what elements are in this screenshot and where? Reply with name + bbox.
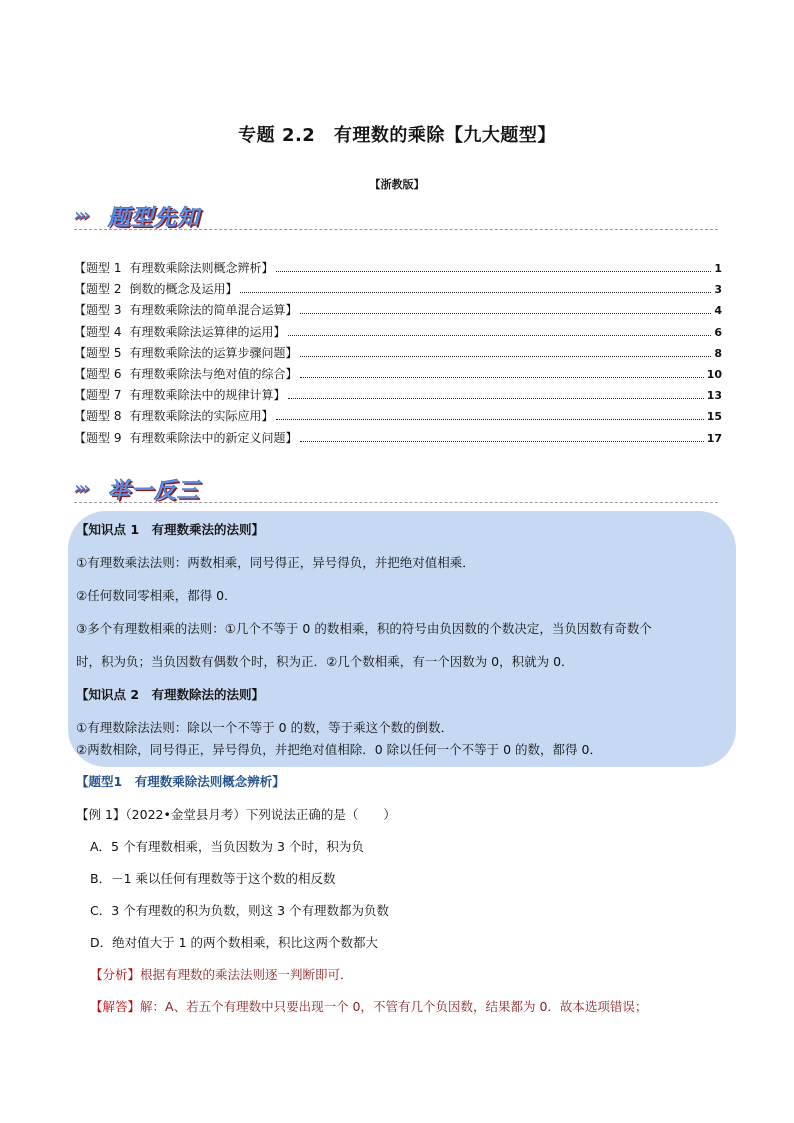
section-label: 举一反三 [108, 479, 201, 504]
toc-leader [300, 347, 711, 357]
toc-item-7[interactable] [74, 386, 722, 407]
toc-number: 【题型 2 [74, 282, 122, 297]
toc-leader [288, 389, 703, 399]
toc-page: 6 [714, 325, 722, 339]
toc-page: 1 [714, 262, 722, 275]
toc-name: 有理数乘除法运算律的运用】 [129, 324, 286, 339]
toc-item-9[interactable] [74, 429, 722, 450]
answer-text: 解：A、若五个有理数中只要出现一个 0，不管有几个负因数，结果都为 0．故本选项错误； [140, 999, 648, 1014]
toc-leader [300, 432, 703, 442]
question-type-heading: 【题型1 有理数乘除法则概念辨析】 [76, 774, 285, 789]
dashed-divider [74, 229, 718, 230]
toc-page: 4 [714, 304, 722, 318]
table-of-contents [74, 259, 722, 450]
analysis [90, 965, 353, 983]
toc-leader [300, 368, 703, 378]
toc-number: 【题型 1 [74, 261, 122, 275]
toc-page: 8 [714, 346, 722, 360]
toc-number: 【题型 4 [74, 324, 122, 339]
toc-leader [240, 283, 711, 293]
option-a: A．5 个有理数相乘，当负因数为 3 个时，积为负 [90, 839, 364, 854]
toc-number: 【题型 3 [74, 303, 122, 318]
section-header-overview [74, 201, 718, 231]
option-d: D．绝对值大于 1 的两个数相乘，积比这两个数都大 [90, 935, 379, 950]
example-stem: 【例 1】（2022•金堂县月考）下列说法正确的是（ ） [76, 807, 396, 822]
dashed-divider [74, 502, 718, 503]
knowledge-1-line-2: ②任何数同零相乘，都得 0． [76, 588, 237, 603]
toc-item-1[interactable] [74, 259, 722, 280]
knowledge-1-line-3: ③多个有理数相乘的法则：①几个不等于 0 的数相乘，积的符号由负因数的个数决定，当负因数有奇数个 [76, 621, 652, 636]
toc-leader [300, 304, 711, 314]
toc-number: 【题型 9 [74, 430, 122, 445]
knowledge-2-title: 【知识点 2 有理数除法的法则】 [76, 687, 265, 702]
knowledge-1-title: 【知识点 1 有理数乘法的法则】 [76, 522, 265, 537]
analysis-tag: 【分析】 [90, 967, 141, 982]
toc-item-3[interactable] [74, 301, 722, 322]
toc-name: 有理数乘除法与绝对值的综合】 [129, 366, 298, 381]
toc-leader [288, 326, 711, 336]
toc-number: 【题型 5 [74, 345, 122, 360]
toc-name: 倒数的概念及运用】 [129, 282, 238, 297]
triple-arrow-icon: ››› [74, 478, 88, 499]
toc-page: 3 [714, 283, 722, 297]
toc-number: 【题型 7 [74, 388, 122, 403]
page-title: 专题 2.2 有理数的乘除【九大题型】 [238, 125, 556, 146]
toc-leader [276, 262, 711, 272]
toc-leader [276, 410, 703, 420]
section-label: 题型先知 [108, 206, 201, 231]
knowledge-box [68, 511, 736, 767]
option-c: C．3 个有理数的积为负数，则这 3 个有理数都为负数 [90, 903, 390, 918]
triple-arrow-icon: ››› [74, 205, 88, 226]
toc-item-2[interactable] [74, 280, 722, 301]
option-b: B．－1 乘以任何有理数等于这个数的相反数 [90, 871, 336, 886]
knowledge-2-line-2: ②两数相除，同号得正，异号得负，并把绝对值相除．0 除以任何一个不等于 0 的数，都得 0． [76, 742, 602, 757]
toc-name: 有理数乘除法中的规律计算】 [129, 388, 286, 403]
toc-item-5[interactable] [74, 344, 722, 365]
section-header-practice [74, 474, 718, 504]
toc-name: 有理数乘除法的简单混合运算】 [129, 303, 298, 318]
analysis-text: 根据有理数的乘法法则逐一判断即可． [140, 967, 353, 982]
toc-name: 有理数乘除法的实际应用】 [129, 409, 274, 424]
toc-page: 13 [706, 389, 722, 403]
toc-number: 【题型 6 [74, 366, 122, 381]
toc-item-4[interactable] [74, 323, 722, 344]
knowledge-2-line-1: ①有理数除法法则：除以一个不等于 0 的数，等于乘这个数的倒数． [76, 720, 454, 735]
toc-item-8[interactable] [74, 407, 722, 428]
knowledge-1-line-1: ①有理数乘法法则：两数相乘，同号得正，异号得负，并把绝对值相乘． [76, 555, 475, 570]
toc-page: 17 [706, 431, 722, 445]
toc-number: 【题型 8 [74, 409, 122, 424]
toc-name: 有理数乘除法的运算步骤问题】 [129, 345, 298, 360]
answer [90, 997, 647, 1015]
toc-name: 有理数乘除法中的新定义问题】 [129, 430, 298, 445]
knowledge-1-line-4: 时，积为负；当负因数有偶数个时，积为正．②几个数相乘，有一个因数为 0，积就为 0． [76, 654, 574, 669]
answer-tag: 【解答】 [90, 999, 141, 1014]
edition-label: 【浙教版】 [369, 178, 425, 191]
toc-name: 有理数乘除法则概念辨析】 [129, 261, 274, 275]
toc-page: 10 [706, 367, 722, 381]
toc-page: 15 [706, 410, 722, 424]
toc-item-6[interactable] [74, 365, 722, 386]
